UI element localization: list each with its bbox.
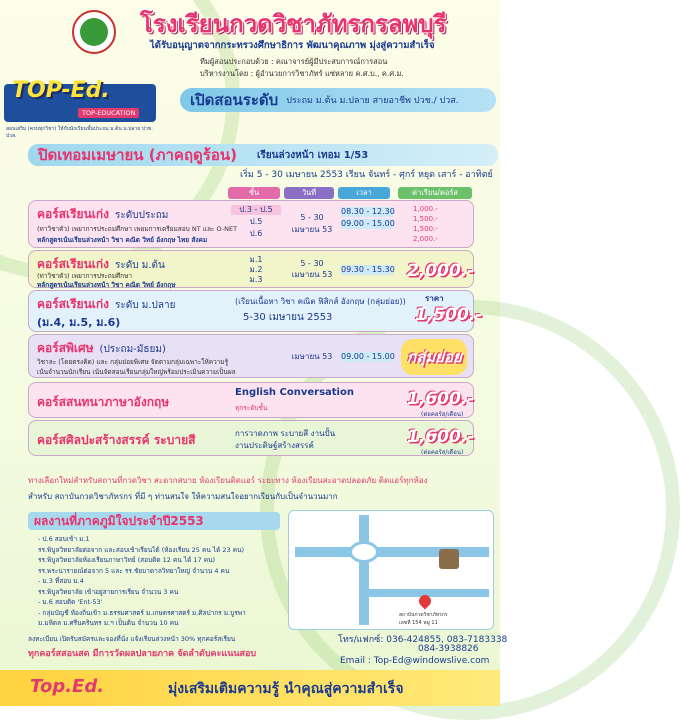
result-line: รร.พิบูลวิทยาลัย เข้าอยู่สายการเรียน จำนวน 3 คน [38, 587, 179, 596]
subjects-cell: (เรียนเนื้อหา วิชา คณิต ฟิสิกส์ อังกฤษ (กลุ่มย่อย)) [235, 297, 406, 306]
result-line: รร.พิบูลวิทยาลัยห้องเรียนภาษาวิทย์ (สอบติด 12 คน ได้ 17 คน) [38, 556, 216, 564]
date-cell: 5 - 30 [300, 213, 324, 222]
grade-cell: ม.1 [249, 255, 263, 264]
art-desc: งานประดิษฐ์สร้างสรรค์ [235, 441, 314, 450]
course-name: คอร์สศิลปะสร้างสรรค์ ระบายสี [37, 433, 196, 447]
opening-levels: ประถม ม.ต้น ม.ปลาย สายอาชีพ ปวช./ ปวส. [286, 96, 459, 106]
time-cell: 09.00 - 15.00 [341, 352, 395, 361]
results-list [38, 534, 280, 629]
time-cell: 08.30 - 12.30 [341, 207, 395, 216]
brand-logo: TOP-Ed. [12, 78, 110, 103]
staff-text: ทีมผู้สอนประกอบด้วย : คณาจารย์ผู้มีประสบการณ์การสอน [200, 57, 388, 66]
date-cell: เมษายน 53 [291, 352, 333, 361]
header-fee: ค่าเรียน/คอร์ส [398, 187, 472, 199]
course-name: คอร์สเรียนเก่ง ระดับประถม [37, 207, 169, 221]
header-date: วันที่ [284, 187, 334, 199]
time-cell: 09.00 - 15.00 [341, 219, 395, 228]
art-desc: การวาดภาพ ระบายสี งานปั้น [235, 429, 336, 438]
group-badge: กลุ่มย่อย [407, 348, 462, 366]
brand-tagline: TOP-EDUCATION [78, 108, 139, 118]
course-special [28, 334, 474, 378]
grade-cell: ป.3 - ป.5 [231, 205, 281, 215]
result-line: รร.พิบูลวิทยาลัยต่อจาก และสอบเข้าเรียนได้ (ห้องเรียน 25 คน ได้ 23 คน) [38, 545, 245, 554]
building-icon [439, 549, 459, 569]
map-label: สถาบันกวดวิชาภัทรกร [399, 612, 448, 618]
director-text: บริหารงานโดย : ผู้อำนวยการวิชาภัทร์ แซ่หลาย ค.ศ.บ., ค.ศ.ม. [200, 69, 404, 78]
brand-description: สอนเสริม (ครบทุกวิชา) ให้กับนักเรียนชั้นประถม ม.ต้น ม.ปลาย ปวช. ปวส. [6, 126, 153, 139]
price-note: (ต่อคอร์ส/เดือน) [421, 449, 464, 456]
opening-label: เปิดสอนระดับ [190, 91, 279, 109]
course-price: 1,600.- [407, 427, 475, 447]
bottom-slogan: มุ่งเสริมเติมความรู้ นำคุณสู่ความสำเร็จ [168, 681, 404, 697]
course-art [28, 420, 474, 456]
grade-cell: ป.6 [249, 229, 263, 238]
course-grades: (ม.4, ม.5, ม.6) [37, 316, 121, 329]
grade-cell: ม.3 [249, 275, 263, 284]
result-line: - กลุ่มบัญชี ท้องถิ่นเข้า ม.ธรรมศาสตร์ ม.เกษตรศาสตร์ ม.ศิลปากร ม.บูรพา [38, 608, 246, 617]
school-title: โรงเรียนกวดวิชาภัทรกรลพบุรี [140, 10, 447, 38]
opening-levels-banner [180, 88, 496, 112]
summer-label: ปิดเทอมเมษายน (ภาคฤดูร้อน) [38, 146, 237, 164]
course-primary [28, 200, 474, 248]
header-time: เวลา [338, 187, 390, 199]
course-name: คอร์สสนทนาภาษาอังกฤษ [37, 395, 170, 409]
result-line: ม.มหิดล ม.ศรีนครินทร ม.ฯ เป็นต้น จำนวน 10 คน [38, 619, 179, 627]
course-price: 2,000.- [407, 261, 475, 281]
price-item: 2,000.- [413, 235, 438, 243]
phone-text: โทร/แฟกซ์: 036-424855, 083-7183338 [338, 635, 508, 645]
footer-note: ลงทะเบียน เปิดรับสมัครและจองที่นั่ง แจ้งเรียนล่วงหน้า 30% ทุกคอร์สเรียน [28, 635, 236, 643]
course-desc: หลักสูตรเน้นเรียนล่วงหน้า วิชา คณิต วิทย์ อังกฤษ [37, 281, 176, 289]
info-line: สำหรับ สถาบันกวดวิชาภัทรกร ที่มี ๆ ท่านสนใจ ให้ความสนใจอยากเรียนกับเป็นจำนวนมาก [28, 492, 338, 501]
course-lower-secondary [28, 250, 474, 288]
summer-register: เรียนล่วงหน้า เทอม 1/53 [256, 149, 369, 161]
date-cell: 5-30 เมษายน 2553 [243, 312, 333, 323]
header-level: ชั้น [228, 187, 280, 199]
price-label: ราคา [425, 294, 444, 303]
course-name: คอร์สเรียนเก่ง ระดับ ม.ปลาย [37, 297, 176, 311]
map-road [359, 515, 369, 625]
course-name: คอร์สพิเศษ (ประถม-มัธยม) [37, 341, 166, 355]
course-desc: เน้นจำนวนนักเรียน เน้นจัดสอนเรียนกลุ่มใหญ่พร้อมประเมินความเป็นผล [37, 368, 236, 376]
course-english [28, 382, 474, 418]
price-item: 1,000.- [413, 205, 438, 213]
course-price: 1,500.- [415, 305, 483, 325]
course-price: 1,600.- [407, 389, 475, 409]
grade-cell: ป.5 [249, 217, 263, 226]
course-upper-secondary [28, 290, 483, 332]
summer-banner [28, 144, 498, 166]
time-cell: 09.30 - 15.30 [341, 265, 395, 274]
bottom-brand: Top.Ed. [30, 676, 105, 697]
footer-note: ทุกคอร์สสอนสด มีการวัดผลปลายภาค จัดลำดับคะแนนสอบ [28, 649, 257, 659]
result-line: - ม.6 สอบติด 'Ent-53' [38, 598, 103, 606]
month-cell: เมษายน 53 [291, 270, 333, 279]
course-desc: (ทาวิชาตัว) เพยาการประถมศึกษา เพยมการเตรียมสอบ NT และ O-NET [37, 225, 238, 233]
map-road [295, 547, 489, 557]
school-logo [72, 10, 116, 54]
map-roundabout [349, 541, 379, 563]
result-line: รร.พระนารายณ์ต่อจาก 5 และ รร.ชัยบาดาลวิทยาใหญ่ จำนวน 4 คน [38, 566, 230, 575]
result-line: - ป.6 สอบเข้า ม.1 [38, 535, 90, 543]
price-item: 1,500.- [413, 215, 438, 223]
price-item: 1,500.- [413, 225, 438, 233]
course-desc: วิชาละ (โดยตรงคิด) และ กลุ่มย่อยพิเศษ จัดตามกลุ่มเฉพาะให้ความรู้ [37, 358, 229, 366]
location-map [288, 510, 494, 630]
english-note: ทุกระดับชั้น [235, 404, 268, 412]
phone-text: 084-3938826 [418, 644, 479, 654]
month-cell: เมษายน 53 [291, 225, 333, 234]
grade-cell: ม.2 [249, 265, 263, 274]
result-line: - ม.3 ที่สอบ ม.4 [38, 577, 84, 585]
date-cell: 5 - 30 [300, 259, 324, 268]
license-text: ได้รับอนุญาตจากกระทรวงศึกษาธิการ พัฒนาคุณภาพ มุ่งสู่ความสำเร็จ [150, 40, 435, 51]
results-title: ผลงานที่ภาคภูมิใจประจำปี2553 [28, 512, 280, 530]
info-line: ทางเลือกใหม่สำหรับสถานที่กวดวิชา สะดวกสบาย ห้องเรียนติดแอร์ ระยะทาง ห้องเรียนสะอาดปลอดภัย ติดแอร์ทุกห้อง [28, 476, 428, 485]
map-label: เลขที่ 154 หมู่ 11 [399, 620, 438, 626]
email-text: Email : Top-Ed@windowslive.com [340, 656, 490, 666]
course-desc: (ทาวิชาตัว) เพยาการประถมศึกษา [37, 272, 133, 280]
price-note: (ต่อคอร์ส/เดือน) [421, 411, 464, 418]
course-desc: หลักสูตรเน้นเรียนล่วงหน้า วิชา คณิต วิทย์ อังกฤษ ไทย สังคม [37, 236, 208, 244]
english-course: English Conversation [235, 387, 354, 398]
course-name: คอร์สเรียนเก่ง ระดับ ม.ต้น [37, 257, 165, 271]
summer-dates: เริ่ม 5 - 30 เมษายน 2553 เรียน จันทร์ - ศุกร์ หยุด เสาร์ - อาทิตย์ [240, 170, 493, 180]
